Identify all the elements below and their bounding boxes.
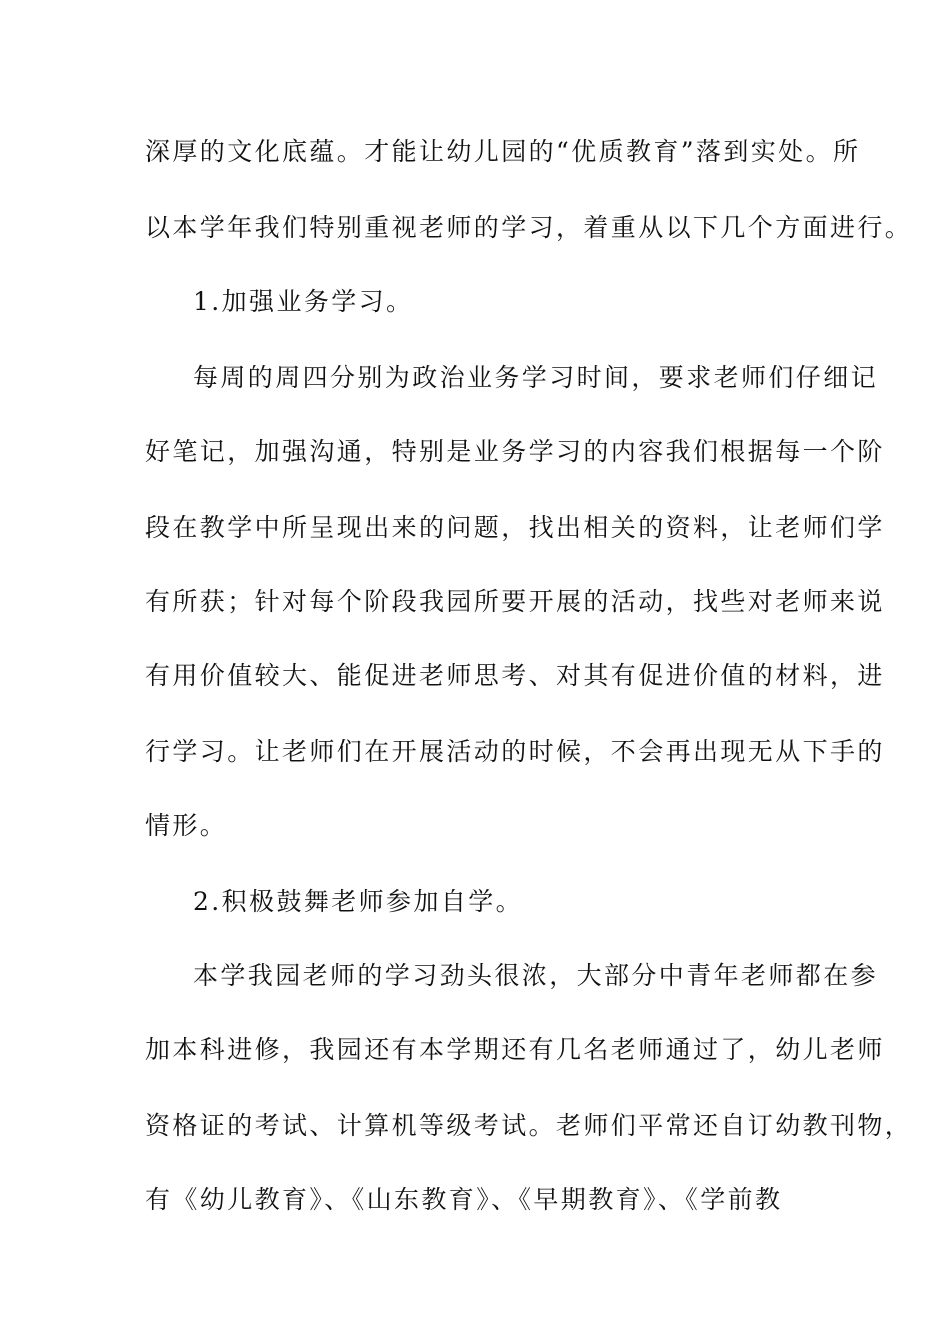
paragraph-line: 本学我园老师的学习劲头很浓，大部分中青年老师都在参: [193, 961, 879, 990]
paragraph-line: 深厚的文化底蕴。才能让幼儿园的“优质教育”落到实处。所: [145, 137, 861, 166]
paragraph-line: 行学习。让老师们在开展活动的时候，不会再出现无从下手的: [145, 737, 885, 766]
paragraph-line: 有《幼儿教育》、《山东教育》、《早期教育》、《学前教: [145, 1185, 783, 1214]
paragraph-line: 好笔记，加强沟通，特别是业务学习的内容我们根据每一个阶: [145, 437, 885, 466]
paragraph-line: 情形。: [145, 811, 228, 840]
paragraph-line: 段在教学中所呈现出来的问题，找出相关的资料，让老师们学: [145, 513, 885, 542]
paragraph-line: 有所获；针对每个阶段我园所要开展的活动，找些对老师来说: [145, 587, 885, 616]
section-heading: 2.积极鼓舞老师参加自学。: [193, 887, 524, 916]
section-heading: 1.加强业务学习。: [193, 287, 414, 316]
paragraph-line: 资格证的考试、计算机等级考试。老师们平常还自订幼教刊物，: [145, 1111, 913, 1140]
paragraph-line: 每周的周四分别为政治业务学习时间，要求老师们仔细记: [193, 363, 879, 392]
paragraph-line: 加本科进修，我园还有本学期还有几名老师通过了，幼儿老师: [145, 1035, 885, 1064]
paragraph-line: 有用价值较大、能促进老师思考、对其有促进价值的材料，进: [145, 661, 885, 690]
paragraph-line: 以本学年我们特别重视老师的学习，着重从以下几个方面进行。: [145, 213, 913, 242]
